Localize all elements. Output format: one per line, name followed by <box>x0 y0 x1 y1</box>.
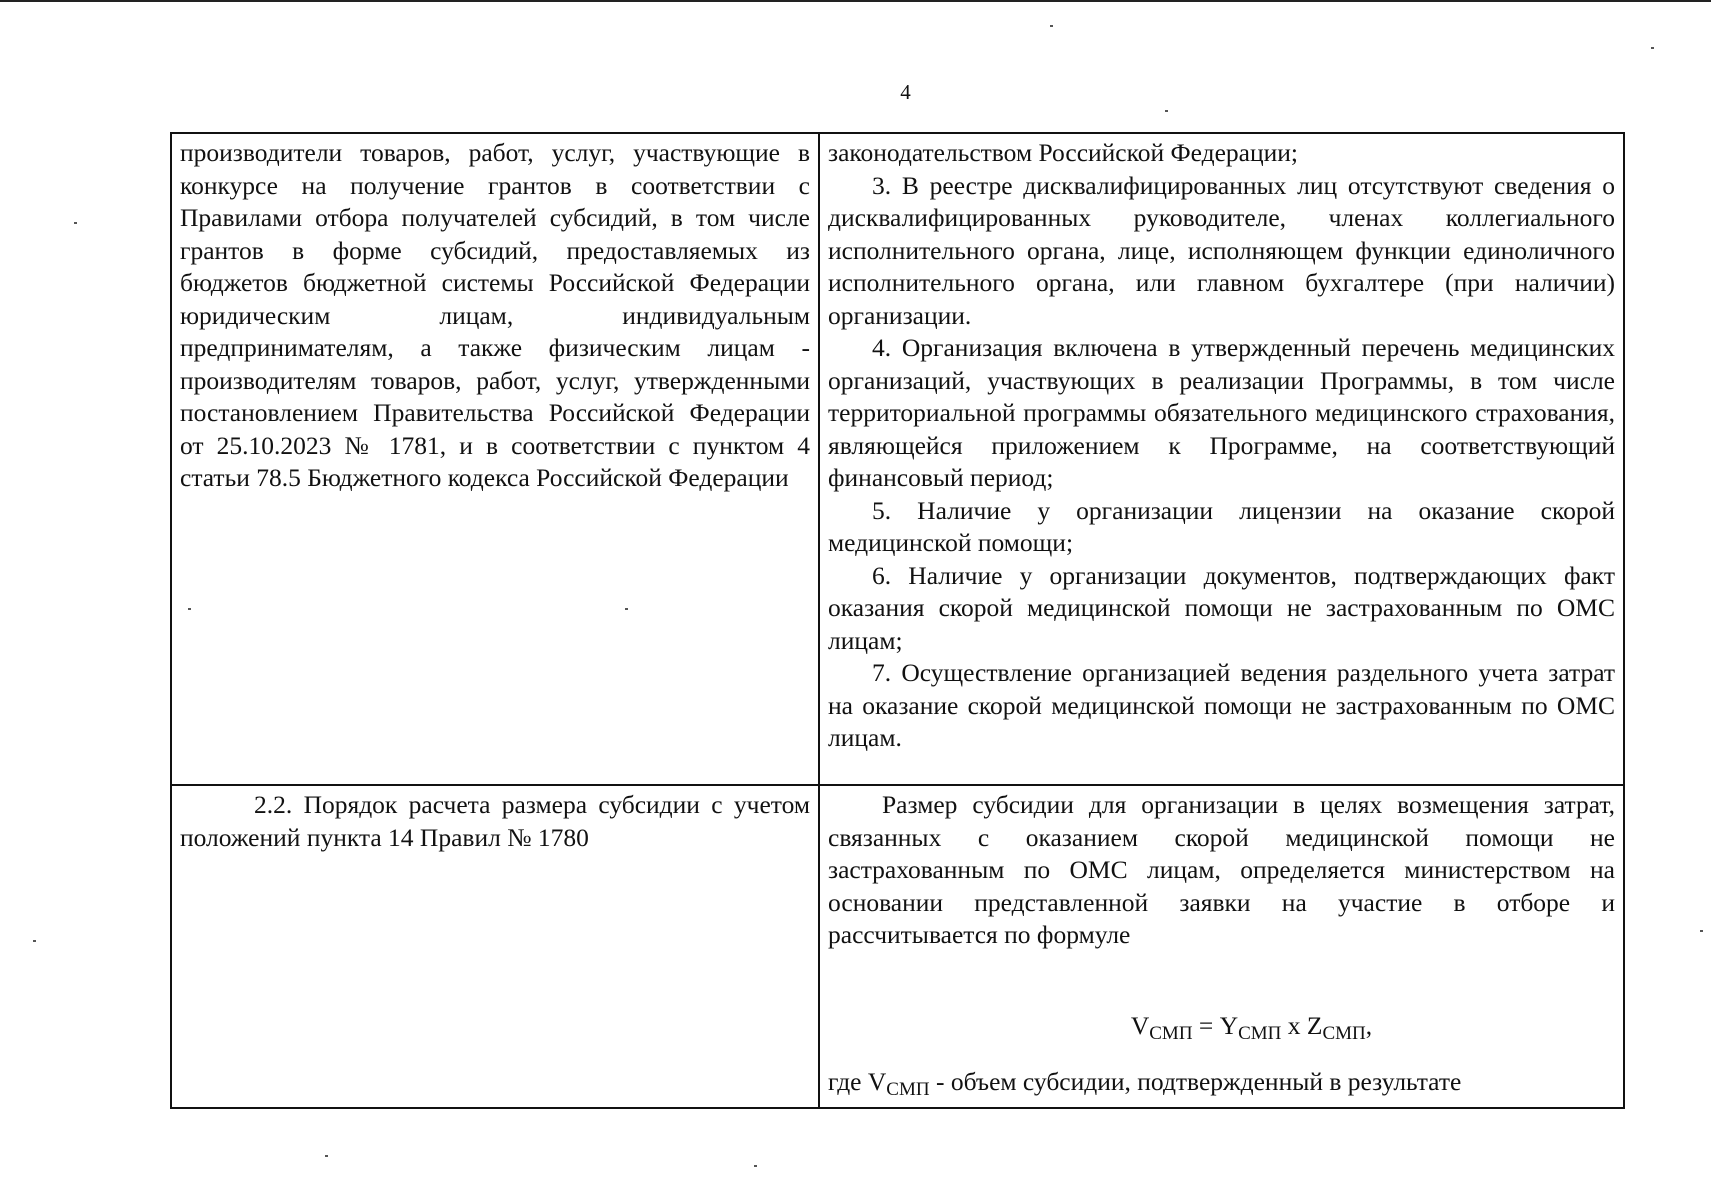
top-border-line <box>0 0 1711 2</box>
cell-text: производители товаров, работ, услуг, участвующие в конкурсе на получение грантов в соответствии с Правилами отбора получателей субсидий, в том числе грантов в форме субсидий, предоставляемых из бюджетов бюджетной системы Российской Федерации юридическим лицам, индивидуальным предпринимателям, а также физическим лицам - производителям товаров, работ, услуг, утвержденными постановлением Правительства Российской Федерации от 25.10.2023 № 1781, и в соответствии с пунктом 4 статьи 78.5 Бюджетного кодекса Российской Федерации <box>180 138 810 492</box>
table-row <box>171 785 1624 1108</box>
formula-y-subscript: СМП <box>1238 1022 1282 1044</box>
scan-speck <box>1165 110 1168 112</box>
scan-speck <box>33 940 36 942</box>
formula-v: V <box>1130 1010 1150 1040</box>
page-number: 4 <box>900 80 911 104</box>
formula-z: Z <box>1306 1010 1323 1040</box>
formula-equals: = <box>1192 1010 1220 1040</box>
paragraph-item-6: 6. Наличие у организации документов, подтверждающих факт оказания скорой медицинской помощи не застрахованным по ОМС лицам; <box>828 560 1615 655</box>
formula-times: x <box>1281 1010 1307 1040</box>
paragraph-item-5: 5. Наличие у организации лицензии на оказание скорой медицинской помощи; <box>828 495 1615 557</box>
paragraph-continuation: законодательством Российской Федерации; <box>828 138 1299 167</box>
scan-speck <box>1700 930 1703 932</box>
formula-v-subscript: СМП <box>1149 1022 1193 1044</box>
table-cell-right <box>819 785 1624 1108</box>
where-rest: - объем субсидии, подтвержденный в результате <box>929 1067 1462 1096</box>
where-prefix: где V <box>828 1067 887 1096</box>
formula-explanation <box>828 1066 1615 1107</box>
scan-speck <box>754 1165 757 1167</box>
paragraph-item-4: 4. Организация включена в утвержденный перечень медицинских организаций, участвующих в реализации Программы, в том числе территориальной программы обязательного медицинского страхования, являющейся приложением к Программе, на соответствующий финансовый период; <box>828 333 1615 492</box>
scan-speck <box>1651 47 1654 49</box>
formula-y: Y <box>1219 1010 1239 1040</box>
section-heading: 2.2. Порядок расчета размера субсидии с учетом положений пункта 14 Правил № 1780 <box>180 790 810 852</box>
paragraph-item-3: 3. В реестре дисквалифицированных лиц отсутствуют сведения о дисквалифицированных руководителе, членах коллегиального исполнительного органа, лице, исполняющем функции единоличного исполнительного органа, или главном бухгалтере (при наличии) организации. <box>828 170 1615 330</box>
scan-speck <box>1050 25 1053 27</box>
formula-z-subscript: СМП <box>1322 1022 1366 1044</box>
table-row <box>171 133 1624 785</box>
scan-speck <box>625 608 628 610</box>
scan-speck <box>188 608 191 610</box>
table-cell-left <box>171 785 819 1108</box>
paragraph-item-7: 7. Осуществление организацией ведения раздельного учета затрат на оказание скорой медицинской помощи не застрахованным по ОМС лицам. <box>828 658 1615 752</box>
table-cell-right <box>819 133 1624 785</box>
formula-end: , <box>1365 1010 1373 1040</box>
formula <box>828 1010 1615 1051</box>
document-table <box>170 132 1625 1109</box>
where-subscript: СМП <box>886 1079 930 1100</box>
scan-speck <box>325 1155 328 1157</box>
scan-speck <box>74 222 77 224</box>
table-cell-left <box>171 133 819 785</box>
paragraph-subsidy-intro: Размер субсидии для организации в целях возмещения затрат, связанных с оказанием скорой медицинской помощи не застрахованным по ОМС лицам, определяется министерством на основании представленной заявки на участие в отборе и рассчитывается по формуле <box>828 790 1615 949</box>
